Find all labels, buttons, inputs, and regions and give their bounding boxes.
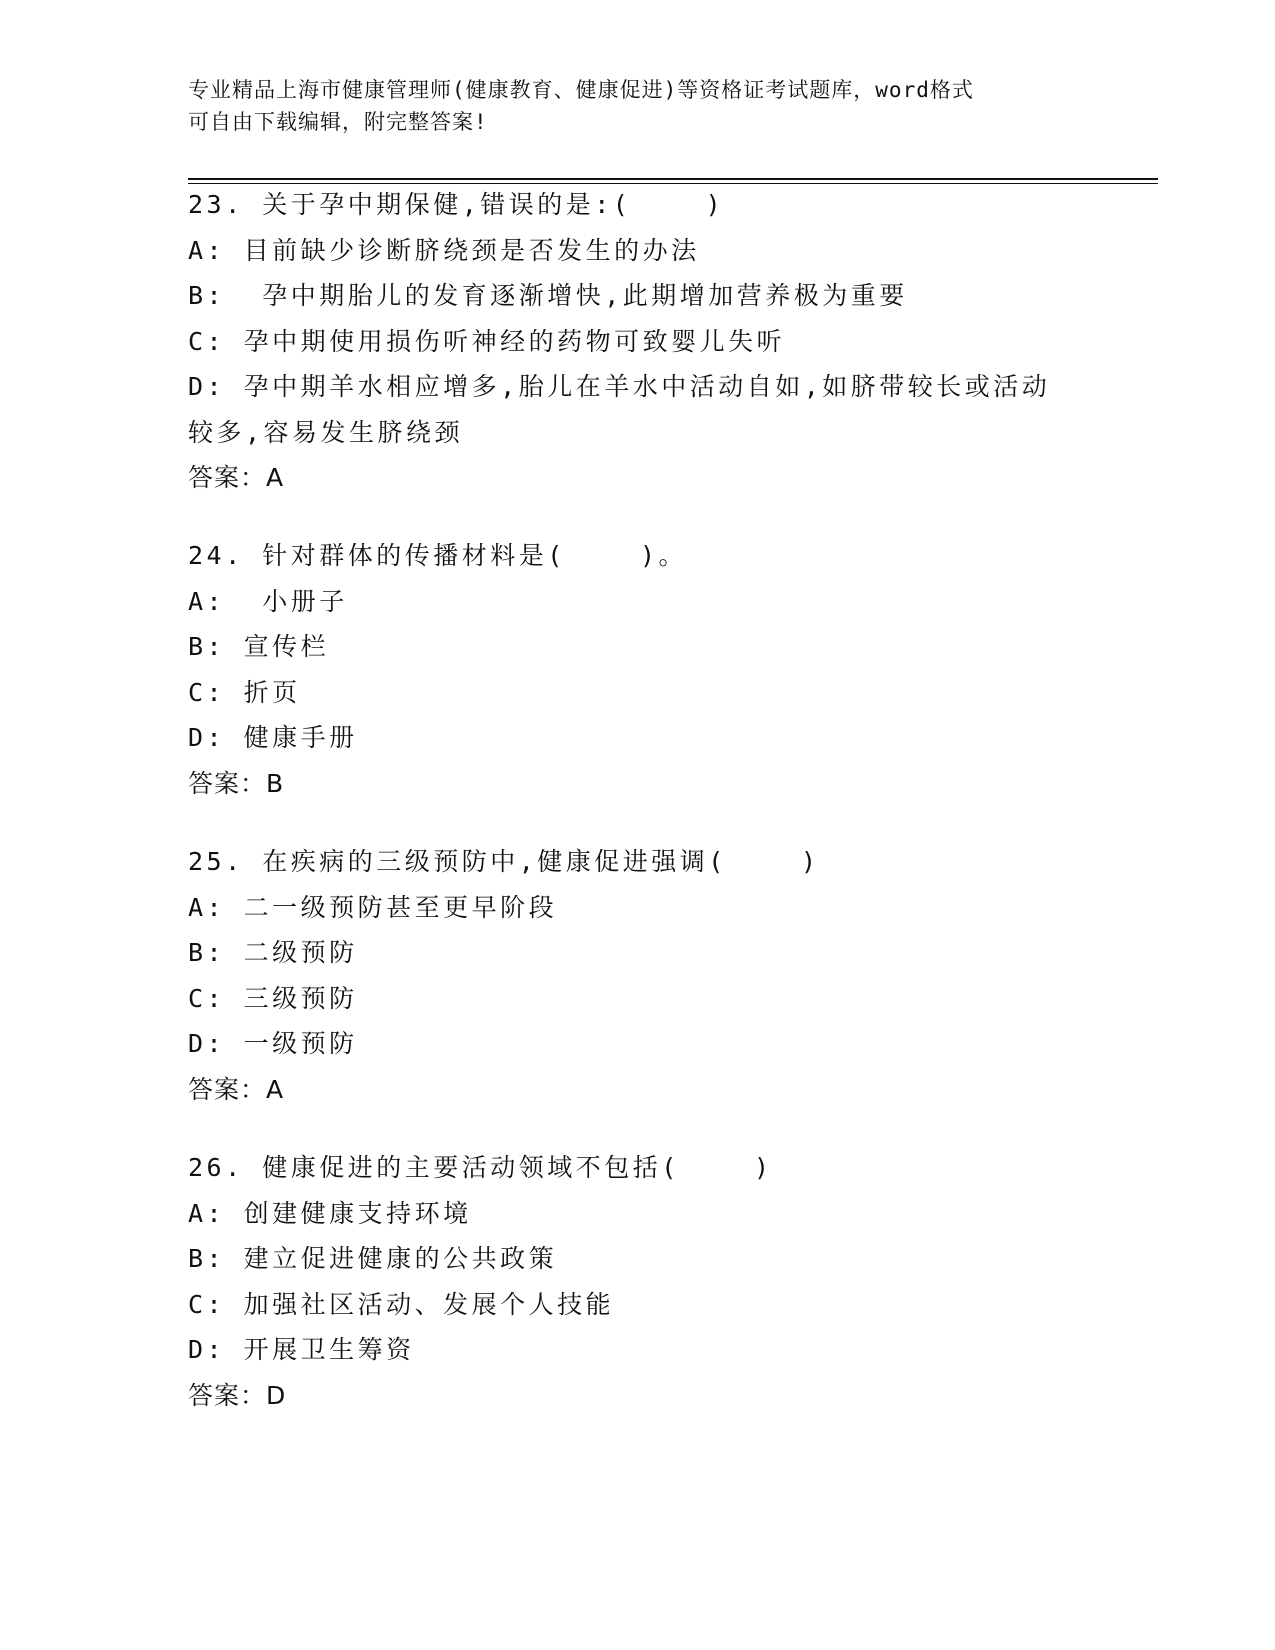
header-line-1: 专业精品上海市健康管理师(健康教育、健康促进)等资格证考试题库，word格式 <box>188 78 974 102</box>
option-d: D: 开展卫生筹资 <box>188 1335 415 1364</box>
document-header <box>188 74 1068 138</box>
option-c: C: 折页 <box>188 677 301 707</box>
question-stem: 26. 健康促进的主要活动领域不包括( ) <box>188 1153 773 1182</box>
question-stem: 24. 针对群体的传播材料是( )。 <box>188 541 688 570</box>
option-a: A: 二一级预防甚至更早阶段 <box>188 892 558 922</box>
option-d: D: 孕中期羊水相应增多,胎儿在羊水中活动自如,如脐带较长或活动较多,容易发生脐绕颈 <box>188 372 1051 447</box>
option-a: A: 创建健康支持环境 <box>188 1198 472 1228</box>
option-b: B: 建立促进健康的公共政策 <box>188 1244 558 1273</box>
question-25 <box>188 839 1088 1112</box>
question-stem: 25. 在疾病的三级预防中,健康促进强调( ) <box>188 847 820 876</box>
answer: 答案：A <box>188 1074 285 1104</box>
option-d: D: 一级预防 <box>188 1029 358 1058</box>
question-26 <box>188 1145 1088 1418</box>
option-a: A: 目前缺少诊断脐绕颈是否发生的办法 <box>188 235 700 265</box>
question-stem: 23. 关于孕中期保健,错误的是:( ) <box>188 190 725 219</box>
answer: 答案：A <box>188 463 285 492</box>
question-24 <box>188 533 1088 806</box>
header-line-2: 可自由下载编辑，附完整答案! <box>188 110 488 134</box>
question-23 <box>188 182 1088 501</box>
option-a: A: 小册子 <box>188 586 348 616</box>
answer: 答案：B <box>188 768 285 798</box>
answer: 答案：D <box>188 1380 287 1410</box>
option-b: B: 孕中期胎儿的发育逐渐增快,此期增加营养极为重要 <box>188 281 908 310</box>
option-d: D: 健康手册 <box>188 723 358 752</box>
option-b: B: 二级预防 <box>188 938 358 967</box>
option-c: C: 三级预防 <box>188 983 358 1013</box>
option-c: C: 加强社区活动、发展个人技能 <box>188 1289 615 1319</box>
option-b: B: 宣传栏 <box>188 632 330 661</box>
option-c: C: 孕中期使用损伤听神经的药物可致婴儿失听 <box>188 326 786 356</box>
header-divider-thick <box>188 178 1158 180</box>
